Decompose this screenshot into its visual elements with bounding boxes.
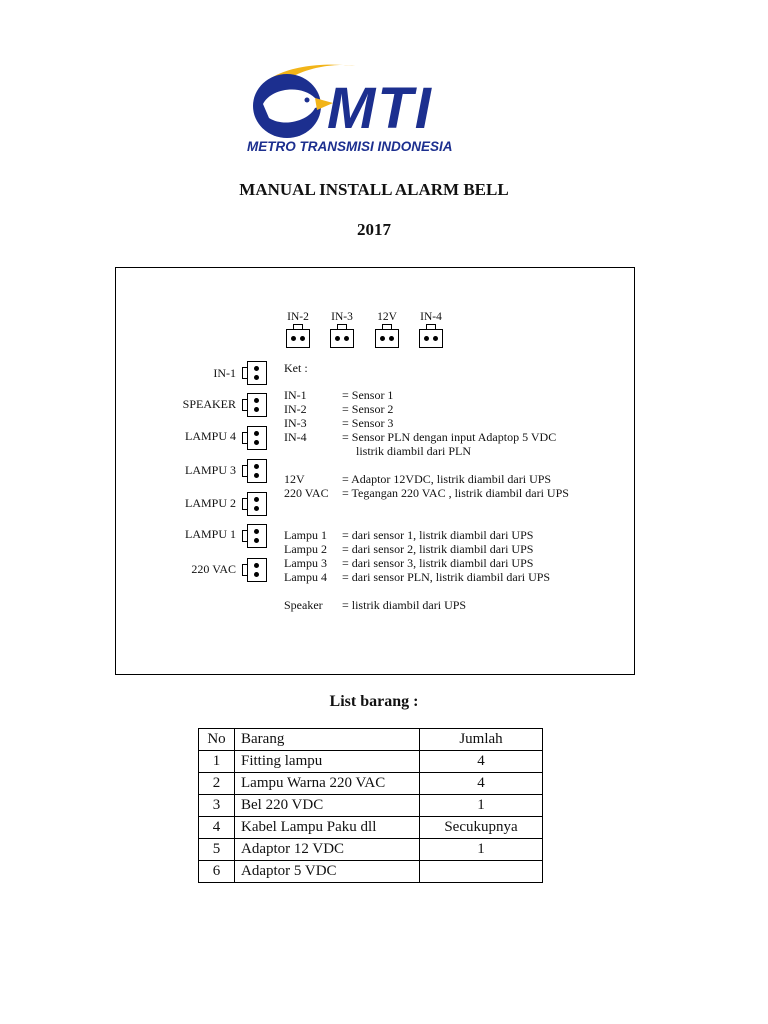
table-row [199,773,543,795]
cell-item: Kabel Lampu Paku dll [235,817,420,839]
port-label-in-2: IN-2 [287,311,309,323]
port-label-12v: 12V [377,311,397,323]
note-value: = Tegangan 220 VAC , listrik diambil dari UPS [342,486,569,500]
note-value: = Sensor 3 [342,416,394,430]
note-key: Speaker [284,598,323,612]
document-year: 2017 [357,220,391,239]
note-value: = dari sensor 3, listrik diambil dari UPS [342,556,534,570]
table-row [199,817,543,839]
note-key: IN-2 [284,402,307,416]
table-row [199,839,543,861]
list-title: List barang : [329,693,419,710]
cell-item: Adaptor 12 VDC [235,839,420,861]
logo-brand: MTI [327,76,433,141]
table-row [199,795,543,817]
note-value: = listrik diambil dari UPS [342,598,467,612]
port-label-in-1: IN-1 [213,366,236,380]
cell-no: 6 [199,861,235,883]
cell-qty: 4 [420,751,543,773]
header-no: No [199,729,235,751]
note-key: Lampu 3 [284,556,327,570]
wiring-diagram [115,267,635,675]
note-key: IN-3 [284,416,307,430]
port-label-lampu-3: LAMPU 3 [184,463,236,477]
note-key: IN-1 [284,388,307,402]
port-label-speaker: SPEAKER [182,397,236,411]
header-qty: Jumlah [420,729,543,751]
cell-no: 3 [199,795,235,817]
cell-no: 5 [199,839,235,861]
note-value: = Sensor 1 [342,388,394,402]
logo-tagline: METRO TRANSMISI INDONESIA [247,139,453,154]
mti-logo [245,58,500,158]
note-key: 220 VAC [284,486,329,500]
note-value: = Adaptor 12VDC, listrik diambil dari UPS [342,472,552,486]
cell-item: Bel 220 VDC [235,795,420,817]
legend-title: Ket : [284,361,308,375]
cell-no: 4 [199,817,235,839]
port-label-in-4: IN-4 [420,311,442,323]
cell-qty: 1 [420,839,543,861]
cell-qty: Secukupnya [420,817,543,839]
cell-item: Lampu Warna 220 VAC [235,773,420,795]
header-item: Barang [235,729,420,751]
table-row [199,861,543,883]
cell-qty: 1 [420,795,543,817]
port-label-220-vac: 220 VAC [191,562,236,576]
table-row [199,751,543,773]
document-title: MANUAL INSTALL ALARM BELL [239,180,509,199]
note-value: = Sensor 2 [342,402,394,416]
note-key: Lampu 1 [284,528,327,542]
port-label-lampu-4: LAMPU 4 [184,429,236,443]
note-value: = dari sensor 2, listrik diambil dari UPS [342,542,534,556]
note-value: = Sensor PLN dengan input Adaptop 5 VDC [342,430,557,444]
port-label-in-3: IN-3 [331,311,353,323]
cell-item: Fitting lampu [235,751,420,773]
note-key: IN-4 [284,430,307,444]
note-value: = dari sensor PLN, listrik diambil dari UPS [342,570,551,584]
table-header-row [199,729,543,751]
note-value: = dari sensor 1, listrik diambil dari UPS [342,528,534,542]
cell-no: 2 [199,773,235,795]
cell-item: Adaptor 5 VDC [235,861,420,883]
item-table [198,728,543,883]
note-key: Lampu 4 [284,570,327,584]
port-label-lampu-2: LAMPU 2 [184,496,236,510]
note-key: Lampu 2 [284,542,327,556]
cell-no: 1 [199,751,235,773]
cell-qty [420,861,543,883]
note-key: 12V [284,472,305,486]
note-value: listrik diambil dari PLN [350,444,471,458]
port-label-lampu-1: LAMPU 1 [184,527,236,541]
cell-qty: 4 [420,773,543,795]
